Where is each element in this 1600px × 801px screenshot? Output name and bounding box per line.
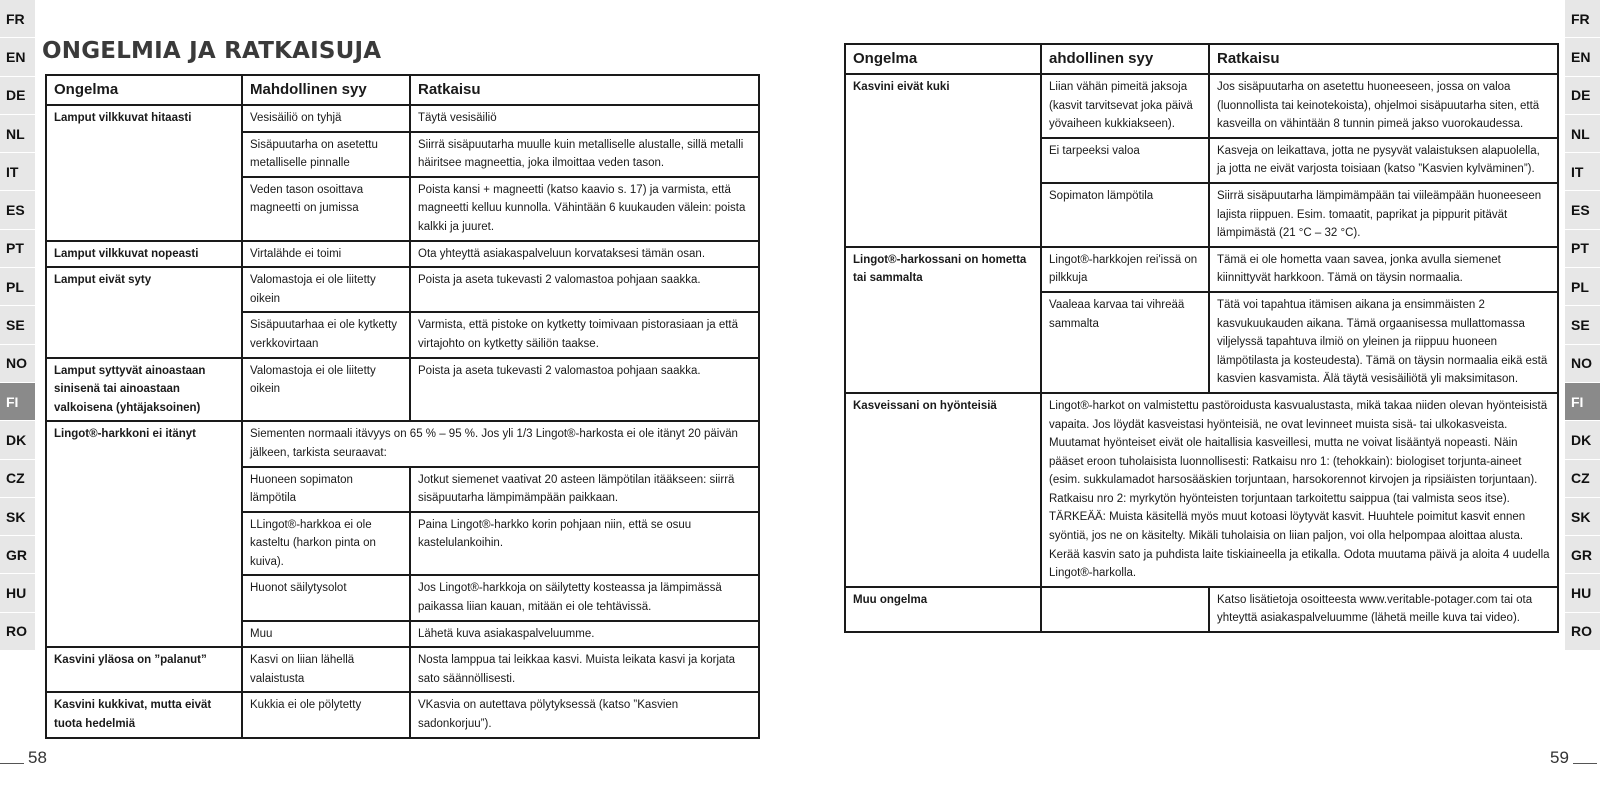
- lang-tab-se[interactable]: SE: [0, 306, 35, 344]
- solution-cell: VKasvia on autettava pölytyksessä (katso ”Kasvien sadonkorjuu”).: [410, 692, 759, 737]
- problem-cell: Lamput vilkkuvat hitaasti: [46, 105, 242, 241]
- lang-tab-de[interactable]: DE: [0, 77, 35, 115]
- cause-cell: Muu: [242, 621, 410, 648]
- cause-cell: Liian vähän pimeitä jaksoja (kasvit tarvitsevat joka päivä yövaiheen kukkiakseen).: [1041, 74, 1209, 138]
- solution-cell: Jotkut siemenet vaativat 20 asteen lämpötilan itääkseen: siirrä sisäpuutarha lämpimämpään paikkaan.: [410, 467, 759, 512]
- lang-tab-no[interactable]: NO: [1565, 345, 1600, 383]
- cause-cell: Vaaleaa karvaa tai vihreää sammalta: [1041, 292, 1209, 393]
- table-row: [46, 692, 759, 737]
- cause-cell: Huoneen sopimaton lämpötila: [242, 467, 410, 512]
- problem-cell: Kasveissani on hyönteisiä: [845, 393, 1041, 587]
- table-row: [46, 647, 759, 692]
- solution-cell: Ota yhteyttä asiakaspalveluun korvataksesi tämän osan.: [410, 241, 759, 268]
- lang-tab-sk[interactable]: SK: [1565, 498, 1600, 536]
- lang-tab-fi[interactable]: FI: [0, 383, 35, 421]
- lang-tab-nl[interactable]: NL: [0, 115, 35, 153]
- solution-cell: Nosta lamppua tai leikkaa kasvi. Muista leikata kasvi ja korjata sato säännöllisesti.: [410, 647, 759, 692]
- cause-cell: Sisäpuutarhaa ei ole kytketty verkkovirtaan: [242, 312, 410, 357]
- lang-tab-gr[interactable]: GR: [1565, 536, 1600, 574]
- lang-tab-es[interactable]: ES: [0, 191, 35, 229]
- lang-tab-en[interactable]: EN: [1565, 38, 1600, 76]
- merged-cell: Lingot®-harkot on valmistettu pastöroidusta kasvualustasta, mikä takaa niiden olevan hyönteisistä vapaita. Jos löydät kasveistasi hyönteisiä, ne ovat levinneet muista sisä- tai ulkokasveista. Muutamat hyönteiset eivät ole haitallisia kasveillesi, mutta ne voivat lisääntyä nopeasti. Näin pääset eroon tuholaisista luonnollisesti: Ratkaisu nro 1: (tehokkain): biologiset torjunta-aineet (esim. sukkulamadot harsosääskien torjuntaan, harsokorennot kirvojen ja ripsiäisten torjuntaan). Ratkaisu nro 2: myrkytön hyönteisten torjuntaan tarkoitettu saippua (tai valmista seos itse). TÄRKEÄÄ: Muista käsitellä myös muut kotoasi löytyvät kasvit. Huuhtele poimitut kasvit ennen syöntiä, jos ne on käsitelty. Mikäli tuholaisia on liian paljon, voi olla helpompaa aloittaa alusta. Kerää kasvin sato ja puhdista laite tiskiaineella ja etikalla. Odota muutama päivä ja aloita 4 uudella Lingot®-harkolla.: [1041, 393, 1558, 587]
- page-number-right: [1550, 748, 1597, 768]
- cause-cell: Kasvi on liian lähellä valaistusta: [242, 647, 410, 692]
- table-row: [845, 74, 1558, 138]
- problem-cell: Kasvini kukkivat, mutta eivät tuota hedelmiä: [46, 692, 242, 737]
- lang-tab-dk[interactable]: DK: [0, 421, 35, 459]
- lang-tab-pl[interactable]: PL: [1565, 268, 1600, 306]
- problem-cell: Lingot®-harkossani on hometta tai sammalta: [845, 247, 1041, 393]
- page-title: ONGELMIA JA RATKAISUJA: [42, 38, 382, 64]
- table-row: [46, 105, 759, 132]
- solution-cell: Tätä voi tapahtua itämisen aikana ja ensimmäisten 2 kasvukuukauden aikana. Tämä orgaanisessa mullattomassa viljelyssä tapahtuva ilmiö on yleinen ja riippuu huoneen lämpötilasta ja kosteudesta). Tämä on täysin normaalia eikä estä kasvien kasvamista. Älä täytä vesisäiliötä yli maksimitason.: [1209, 292, 1558, 393]
- lang-tab-sk[interactable]: SK: [0, 498, 35, 536]
- solution-cell: Siirrä sisäpuutarha muulle kuin metalliselle alustalle, sillä metalli häiritsee magneettia, joka ilmoittaa veden tason.: [410, 132, 759, 177]
- lang-tab-ro[interactable]: RO: [1565, 613, 1600, 651]
- solution-cell: Jos Lingot®-harkkoja on säilytetty kosteassa ja lämpimässä paikassa liian kauan, mitään ei ole tehtävissä.: [410, 575, 759, 620]
- lang-tab-nl[interactable]: NL: [1565, 115, 1600, 153]
- header-problem: Ongelma: [845, 44, 1041, 74]
- solution-cell: Kasveja on leikattava, jotta ne pysyvät valaistuksen alapuolella, ja jotta ne eivät varjosta toisiaan (katso ”Kasvien kylväminen”).: [1209, 138, 1558, 183]
- lang-tab-es[interactable]: ES: [1565, 191, 1600, 229]
- lang-tab-en[interactable]: EN: [0, 38, 35, 76]
- page-number-left: [0, 748, 47, 768]
- lang-tab-fr[interactable]: FR: [1565, 0, 1600, 38]
- lang-tab-it[interactable]: IT: [1565, 153, 1600, 191]
- lang-tab-ro[interactable]: RO: [0, 613, 35, 651]
- header-cause: ahdollinen syy: [1041, 44, 1209, 74]
- cause-cell: Vesisäiliö on tyhjä: [242, 105, 410, 132]
- solution-cell: Varmista, että pistoke on kytketty toimivaan pistorasiaan ja että virtajohto on kytketty säiliön taakse.: [410, 312, 759, 357]
- cause-cell: Huonot säilytysolot: [242, 575, 410, 620]
- lang-tab-gr[interactable]: GR: [0, 536, 35, 574]
- table-row: [46, 267, 759, 312]
- header-solution: Ratkaisu: [410, 75, 759, 105]
- problem-cell: Lamput vilkkuvat nopeasti: [46, 241, 242, 268]
- merged-cell: Siementen normaali itävyys on 65 % – 95 %. Jos yli 1/3 Lingot®-harkosta ei ole itänyt 20 päivän jälkeen, tarkista seuraavat:: [242, 421, 759, 466]
- cause-cell: Ei tarpeeksi valoa: [1041, 138, 1209, 183]
- problem-cell: Muu ongelma: [845, 587, 1041, 632]
- problem-cell: Kasvini yläosa on ”palanut”: [46, 647, 242, 692]
- table-row: [845, 393, 1558, 587]
- table-row: [46, 421, 759, 466]
- language-tabs-left: [0, 0, 35, 651]
- solution-cell: Siirrä sisäpuutarha lämpimämpään tai viileämpään huoneeseen lajista riippuen. Esim. tomaatit, paprikat ja pippurit pitävät lämpimästä (21 °C – 32 °C).: [1209, 183, 1558, 247]
- solution-cell: Poista kansi + magneetti (katso kaavio s. 17) ja varmista, että magneetti kelluu kunnolla. Vähintään 6 kuukauden välein: poista kalkki ja juuret.: [410, 177, 759, 241]
- cause-cell: Sopimaton lämpötila: [1041, 183, 1209, 247]
- lang-tab-cz[interactable]: CZ: [0, 460, 35, 498]
- lang-tab-it[interactable]: IT: [0, 153, 35, 191]
- cause-cell: Valomastoja ei ole liitetty oikein: [242, 267, 410, 312]
- cause-cell: [1041, 587, 1209, 632]
- cause-cell: Valomastoja ei ole liitetty oikein: [242, 358, 410, 422]
- problem-cell: Kasvini eivät kuki: [845, 74, 1041, 247]
- solution-cell: Paina Lingot®-harkko korin pohjaan niin, että se osuu kastelulankoihin.: [410, 512, 759, 576]
- lang-tab-se[interactable]: SE: [1565, 306, 1600, 344]
- troubleshooting-table-left: [45, 74, 760, 739]
- cause-cell: LLingot®-harkkoa ei ole kasteltu (harkon pinta on kuiva).: [242, 512, 410, 576]
- lang-tab-pt[interactable]: PT: [0, 230, 35, 268]
- lang-tab-pt[interactable]: PT: [1565, 230, 1600, 268]
- cause-cell: Virtalähde ei toimi: [242, 241, 410, 268]
- cause-cell: Veden tason osoittava magneetti on jumissa: [242, 177, 410, 241]
- lang-tab-hu[interactable]: HU: [1565, 574, 1600, 612]
- solution-cell: Poista ja aseta tukevasti 2 valomastoa pohjaan saakka.: [410, 267, 759, 312]
- page-number-text: 59: [1550, 748, 1569, 767]
- solution-cell: Jos sisäpuutarha on asetettu huoneeseen, jossa on valoa (luonnollista tai keinotekoista), ohjelmoi sisäpuutarha siten, että kasveilla on vähintään 8 tunnin pimeä jakso vuorokaudessa.: [1209, 74, 1558, 138]
- lang-tab-cz[interactable]: CZ: [1565, 460, 1600, 498]
- solution-cell: Katso lisätietoja osoitteesta www.veritable-potager.com tai ota yhteyttä asiakaspalveluumme (lähetä meille kuva tai video).: [1209, 587, 1558, 632]
- solution-cell: Täytä vesisäiliö: [410, 105, 759, 132]
- lang-tab-hu[interactable]: HU: [0, 574, 35, 612]
- problem-cell: Lamput eivät syty: [46, 267, 242, 357]
- solution-cell: Poista ja aseta tukevasti 2 valomastoa pohjaan saakka.: [410, 358, 759, 422]
- page-number-rule: [0, 763, 24, 764]
- cause-cell: Kukkia ei ole pölytetty: [242, 692, 410, 737]
- lang-tab-fr[interactable]: FR: [0, 0, 35, 38]
- header-problem: Ongelma: [46, 75, 242, 105]
- problem-cell: Lingot®-harkkoni ei itänyt: [46, 421, 242, 647]
- table-row: [46, 358, 759, 422]
- problem-cell: Lamput syttyvät ainoastaan sinisenä tai ainoastaan valkoisena (yhtäjaksoinen): [46, 358, 242, 422]
- cause-cell: Sisäpuutarha on asetettu metalliselle pinnalle: [242, 132, 410, 177]
- table-row: [845, 587, 1558, 632]
- page-number-text: 58: [28, 748, 47, 767]
- table-row: [46, 241, 759, 268]
- table-row: [845, 247, 1558, 292]
- troubleshooting-table-right: [844, 43, 1559, 633]
- header-solution: Ratkaisu: [1209, 44, 1558, 74]
- solution-cell: Tämä ei ole hometta vaan savea, jonka avulla siemenet kiinnittyvät harkkoon. Tämä on täysin normaalia.: [1209, 247, 1558, 292]
- lang-tab-de[interactable]: DE: [1565, 77, 1600, 115]
- solution-cell: Lähetä kuva asiakaspalveluumme.: [410, 621, 759, 648]
- cause-cell: Lingot®-harkkojen rei'issä on pilkkuja: [1041, 247, 1209, 292]
- header-cause: Mahdollinen syy: [242, 75, 410, 105]
- language-tabs-right: [1565, 0, 1600, 651]
- lang-tab-pl[interactable]: PL: [0, 268, 35, 306]
- lang-tab-no[interactable]: NO: [0, 345, 35, 383]
- lang-tab-dk[interactable]: DK: [1565, 421, 1600, 459]
- lang-tab-fi[interactable]: FI: [1565, 383, 1600, 421]
- page-number-rule: [1573, 763, 1597, 764]
